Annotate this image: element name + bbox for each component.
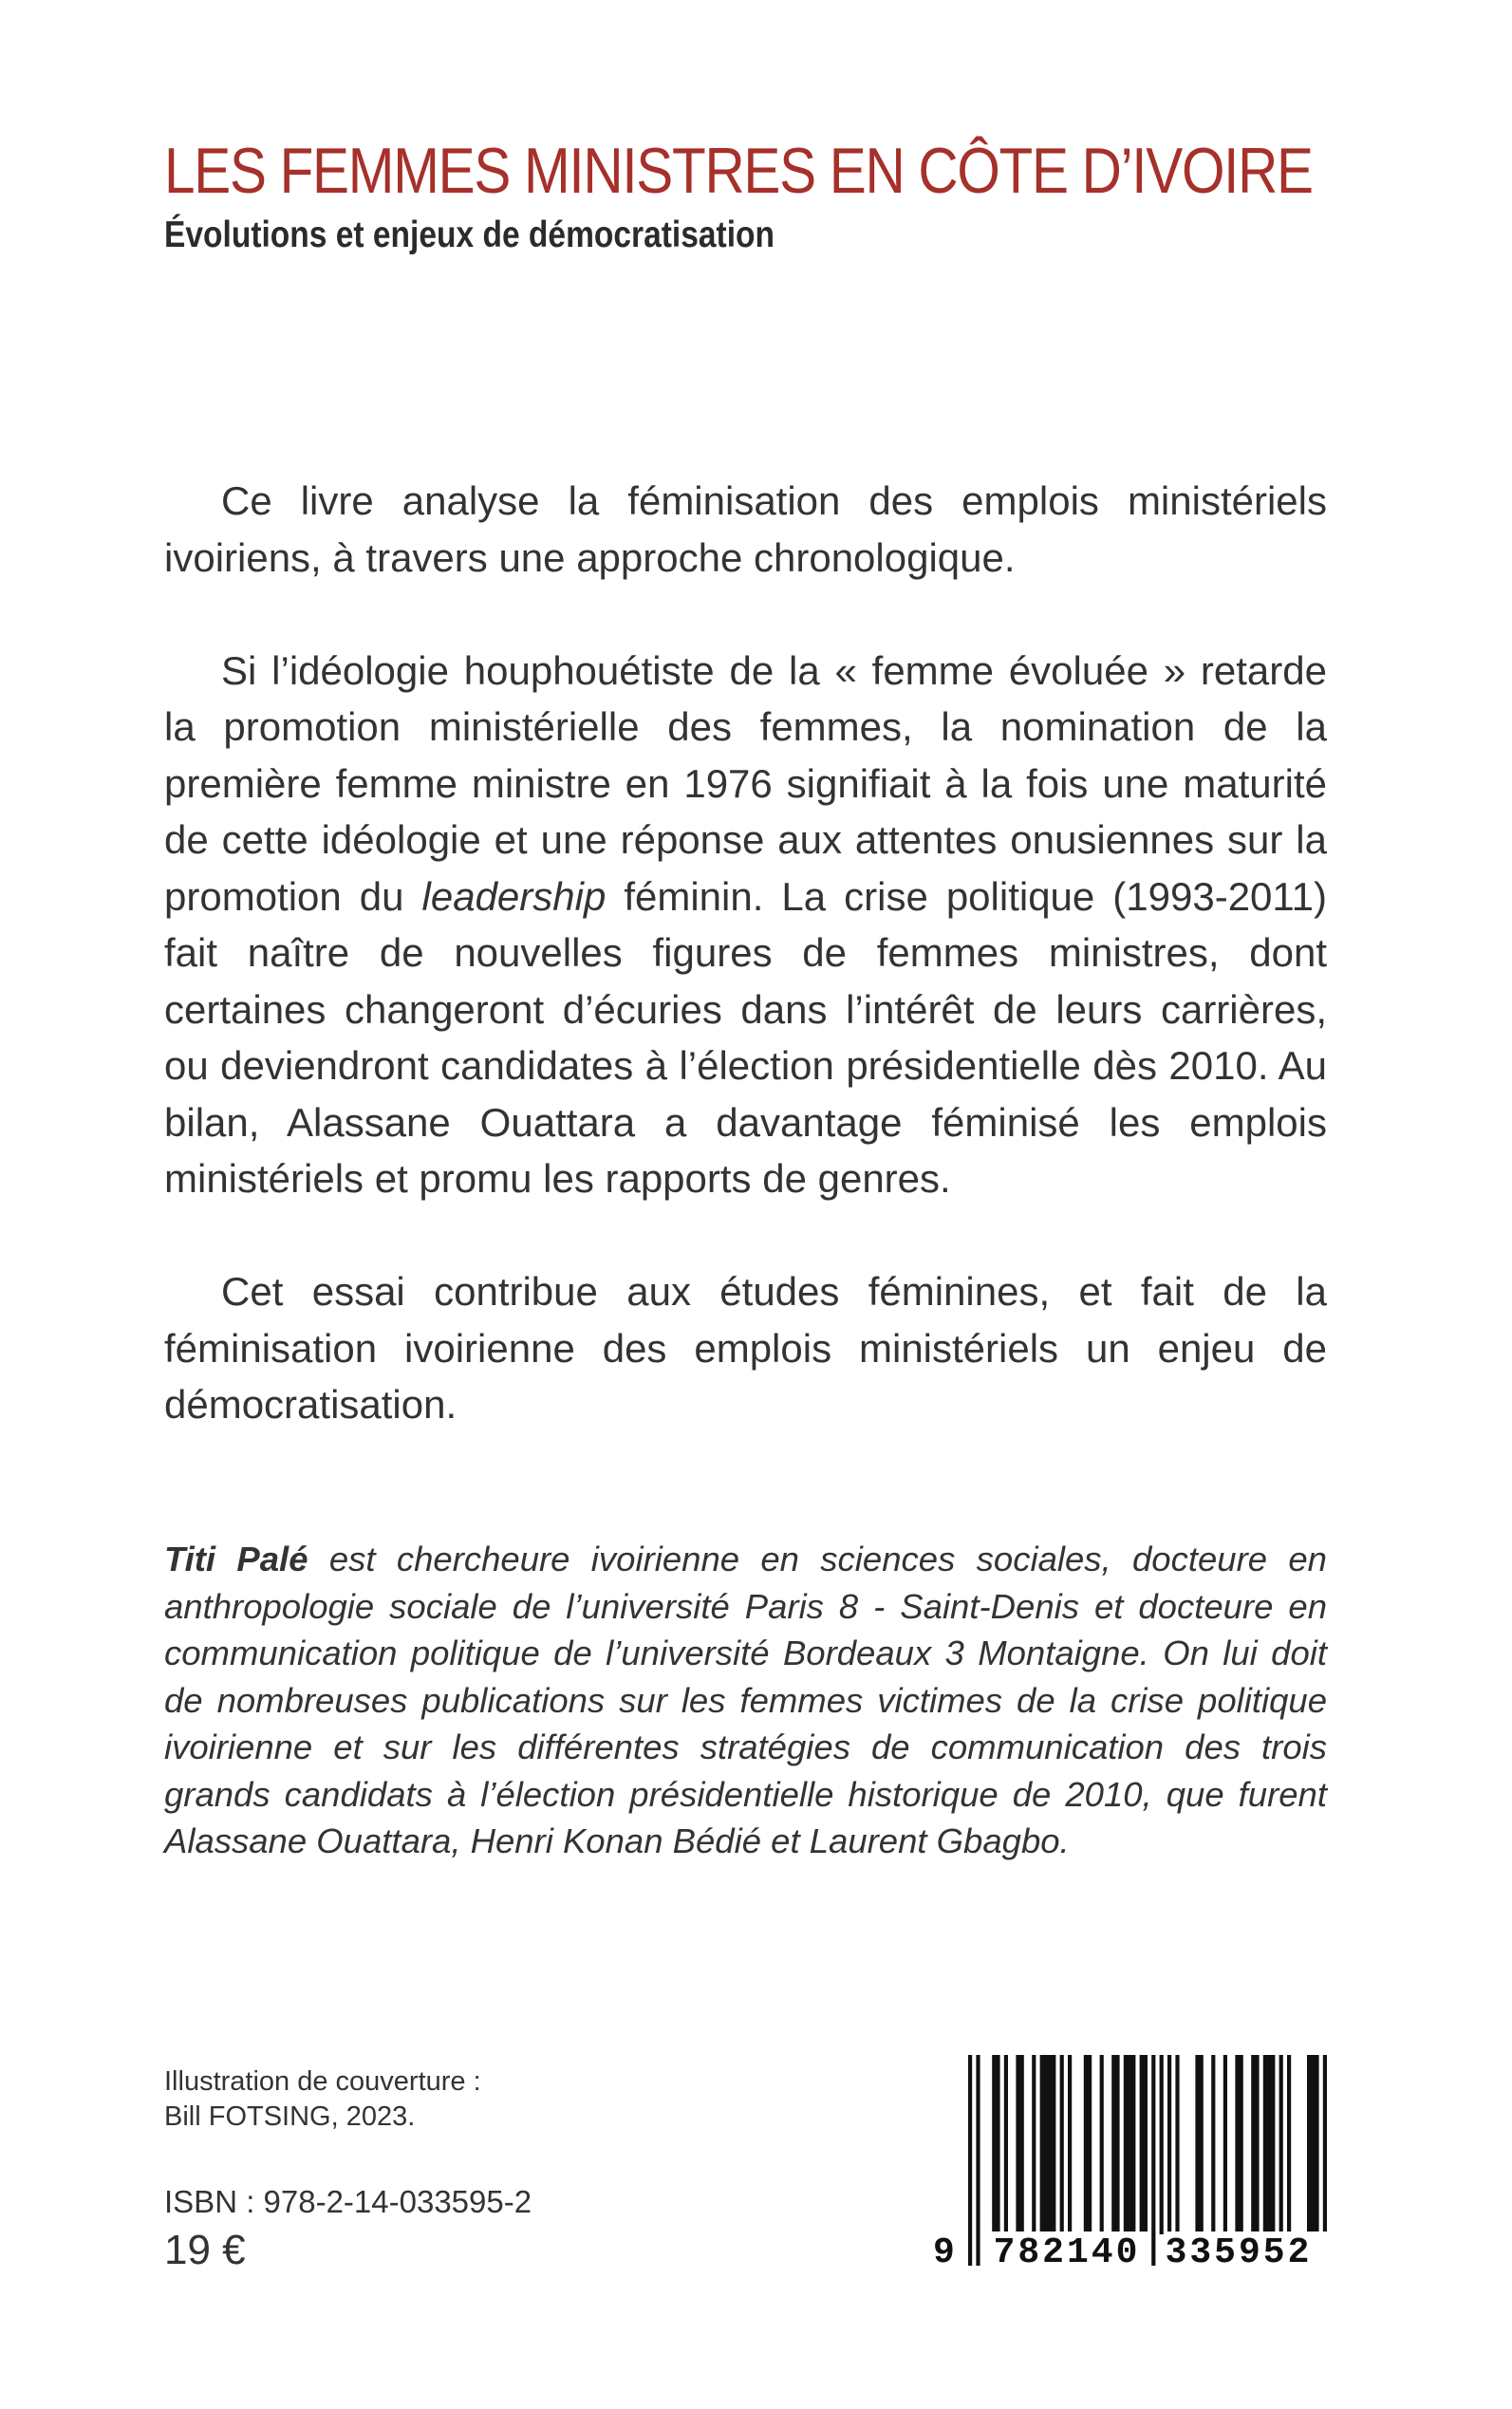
barcode-bar [1211,2055,1215,2232]
barcode-bar [1167,2055,1171,2232]
barcode-bar [1279,2055,1283,2232]
summary-paragraph-3: Cet essai contribue aux études féminines, et fait de la féminisation ivoirienne des emplois ministériels un enjeu de démocratisation. [164,1269,1327,1427]
barcode-digits-left: 782140 [987,2234,1147,2272]
barcode-bar [1223,2055,1227,2232]
barcode-digits-right: 335952 [1158,2234,1319,2272]
summary-p2-text-b: féminin. La crise politique (1993-2011) fait naître de nouvelles figures de femmes ministres, dont certaines changeront d’écuries dans l’intérêt de leurs carrières, ou deviendront candidates à l’élection présidentielle dès 2010. Au bilan, Alassane Ouattara a davantage féminisé les emplois ministériels et promu les rapports de genres. [164,873,1327,1201]
barcode-bar [1100,2055,1104,2232]
barcode-bar [1111,2055,1119,2232]
barcode-bar [976,2055,980,2266]
barcode-bar [1068,2055,1072,2232]
barcode-bar [1016,2055,1023,2232]
barcode-first-digit: 9 [933,2232,955,2273]
cover-credit-label: Illustration de couverture : [164,2066,481,2097]
barcode-bar [1251,2055,1259,2232]
barcode-bar [1040,2055,1056,2232]
barcode-bar [1235,2055,1242,2232]
cover-credit [164,2064,481,2135]
barcode-bar [1140,2055,1148,2232]
book-title: LES FEMMES MINISTRES EN CÔTE D’IVOIRE [164,135,1313,207]
author-bio-text: est chercheure ivoirienne en sciences sociales, docteure en anthropologie sociale de l’université Paris 8 - Saint-Denis et docteure en communication politique de l’université Bordeaux 3 Montaigne. On lui doit de nombreuses publications sur les femmes victimes de la crise politique ivoirienne et sur les différentes stratégies de communication des trois grands candidats à l’élection présidentielle historique de 2010, que furent Alassane Ouattara, Henri Konan Bédié et Laurent Gbagbo. [164,1540,1327,1860]
author-bio [164,1536,1327,1865]
book-subtitle: Évolutions et enjeux de démocratisation [164,215,775,255]
summary [164,473,1327,1433]
summary-p2-text-a: Si l’idéologie houphouétiste de la « femme évoluée » retarde la promotion ministérielle des femmes, la nomination de la première femme ministre en 1976 signifiait à la fois une maturité de cette idéologie et une réponse aux attentes onusiennes sur la promotion du [164,647,1327,919]
author-name: Titi Palé [164,1540,308,1578]
summary-paragraph-2 [164,643,1327,1207]
barcode-bar [1195,2055,1203,2232]
barcode-bar [1084,2055,1092,2232]
barcode-bar [1175,2055,1179,2232]
isbn: ISBN : 978-2-14-033595-2 [164,2184,532,2219]
barcode-bar [1032,2055,1036,2232]
barcode-bar [992,2055,999,2232]
price: 19 € [164,2227,246,2273]
barcode-bar [1004,2055,1008,2232]
cover-credit-artist: Bill FOTSING, 2023. [164,2101,416,2132]
barcode-bar [1263,2055,1276,2232]
barcode-bar [1124,2055,1136,2232]
summary-p2-italic-term: leadership [421,873,607,919]
barcode-bar [968,2055,972,2266]
barcode-bar [1307,2055,1319,2232]
barcode-bar [1323,2055,1327,2232]
barcode-bar [1287,2055,1291,2232]
barcode-bar [1060,2055,1064,2232]
barcode-bar [1151,2055,1155,2266]
summary-paragraph-1: Ce livre analyse la féminisation des emplois ministériels ivoiriens, à travers une approche chronologique. [164,478,1327,580]
